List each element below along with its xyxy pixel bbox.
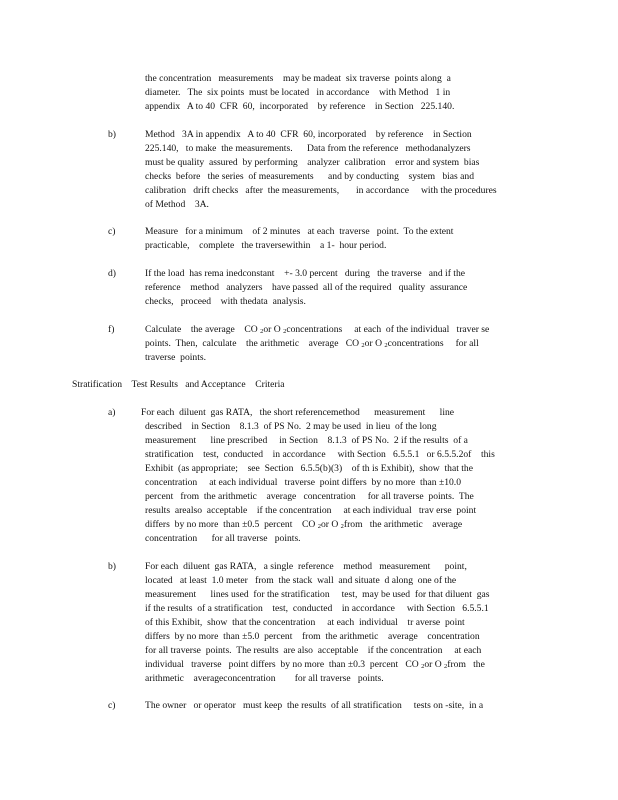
list-item-line: Calculate the average CO $_2$or O $_2$concentrations at each of the individual traver se — [145, 324, 490, 335]
list-item-line: reference method analyzers have passed all of the required quality assurance — [145, 282, 468, 293]
stratification-item-line: of this Exhibit, show that the concentration at each individual tr averse point — [145, 617, 465, 628]
intro-line: the concentration measurements may be madeat six traverse points along a — [145, 73, 451, 84]
stratification-item-line: For each diluent gas RATA, the short referencemethod measurement line — [141, 407, 455, 418]
stratification-item-line: arithmetic averageconcentration for all traverse points. — [145, 673, 384, 684]
stratification-item-line: percent from the arithmetic average concentration for all traverse points. The — [145, 491, 474, 502]
list-item-label: d) — [108, 268, 116, 279]
intro-line: diameter. The six points must be located in accordance with Method 1 in — [145, 87, 451, 98]
list-item-line: points. Then, calculate the arithmetic average CO $_2$or O $_2$concentrations for all — [145, 338, 479, 349]
intro-line: appendix A to 40 CFR 60, incorporated by reference in Section 225.140. — [145, 101, 455, 112]
stratification-item-line: described in Section 8.1.3 of PS No. 2 may be used in lieu of the long — [145, 421, 437, 432]
stratification-item-label: b) — [108, 561, 116, 572]
list-item-line: Measure for a minimum of 2 minutes at each traverse point. To the extent — [145, 226, 454, 237]
list-item-line: If the load has rema inedconstant +- 3.0 percent during the traverse and if the — [145, 268, 466, 279]
list-item-line: checks, proceed with thedata analysis. — [145, 296, 306, 307]
stratification-item-line: stratification test, conducted in accordance with Section 6.5.5.1 or 6.5.5.2of this — [145, 449, 495, 460]
stratification-item-line: if the results of a stratification test, conducted in accordance with Section 6.5.5.1 — [145, 603, 489, 614]
stratification-item-label: a) — [108, 407, 116, 418]
list-item-line: Method 3A in appendix A to 40 CFR 60, incorporated by reference in Section — [145, 129, 472, 140]
stratification-item-line: concentration at each individual traverse point differs by no more than ±10.0 — [145, 477, 461, 488]
list-item-label: f) — [108, 324, 115, 335]
stratification-item-line: measurement lines used for the stratification test, may be used for that diluent gas — [145, 589, 490, 600]
stratification-item-line: Exhibit (as appropriate; see Section 6.5.5(b)(3) of th is Exhibit), show that the — [145, 463, 473, 474]
stratification-item-line: For each diluent gas RATA, a single reference method measurement point, — [145, 561, 467, 572]
stratification-item-line: individual traverse point differs by no more than ±0.3 percent CO $_2$or O $_2$from the — [145, 659, 485, 670]
list-item-line: calibration drift checks after the measurements, in accordance with the procedures — [145, 185, 497, 196]
list-item-line: practicable, complete the traversewithin a 1- hour period. — [145, 240, 387, 251]
list-item-label: b) — [108, 129, 116, 140]
stratification-item-line: results arealso acceptable if the concentration at each individual trav erse point — [145, 505, 477, 516]
stratification-item-label: c) — [108, 700, 116, 711]
list-item-line: 225.140, to make the measurements. Data from the reference methodanalyzers — [145, 143, 471, 154]
list-item-line: must be quality assured by performing analyzer calibration error and system bias — [145, 157, 480, 168]
stratification-item-line: located at least 1.0 meter from the stack wall and situate d along one of the — [145, 575, 457, 586]
stratification-item-line: concentration for all traverse points. — [145, 533, 301, 544]
stratification-item-line: differs by no more than ±0.5 percent CO $_2$or O $_2$from the arithmetic average — [145, 519, 463, 530]
stratification-item-line: measurement line prescribed in Section 8.1.3 of PS No. 2 if the results of a — [145, 435, 468, 446]
stratification-item-line: The owner or operator must keep the results of all stratification tests on -site, in a — [145, 700, 484, 711]
list-item-line: checks before the series of measurements and by conducting system bias and — [145, 171, 475, 182]
list-item-line: traverse points. — [145, 352, 207, 363]
stratification-item-line: for all traverse points. The results are also acceptable if the concentration at each — [145, 645, 482, 656]
stratification-item-line: differs by no more than ±5.0 percent from the arithmetic average concentration — [145, 631, 480, 642]
list-item-label: c) — [108, 226, 116, 237]
list-item-line: of Method 3A. — [145, 199, 209, 210]
section-heading: Stratification Test Results and Acceptance Criteria — [72, 379, 285, 390]
